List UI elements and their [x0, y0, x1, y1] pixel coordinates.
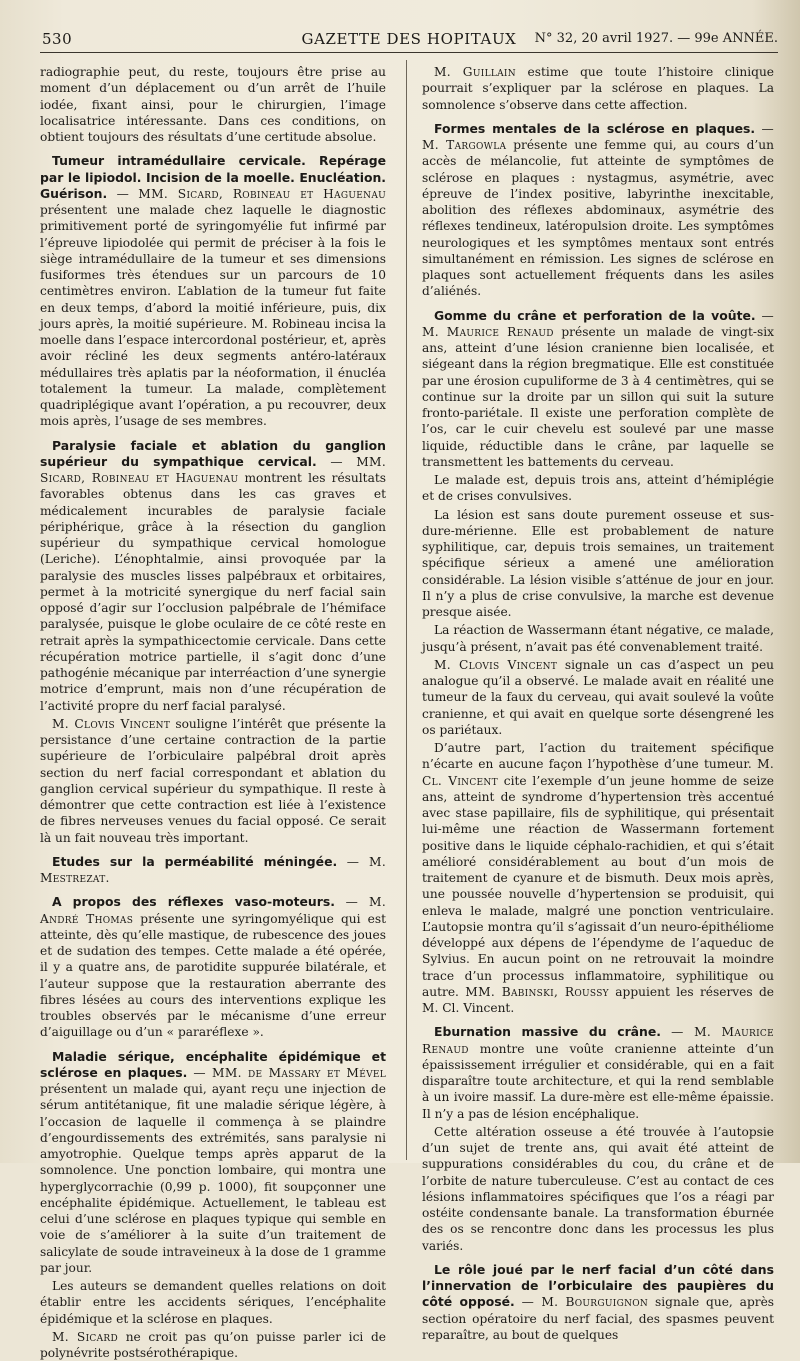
discussion-body: signale un cas d’aspect un peu analogue qu’il a observé. Le malade avait en réalité une tumeur de la faux du cerveau, qui avait soulevé la voûte cranienne, et qui avait en quelque sorte désengrené les os pariétaux.: [422, 658, 774, 737]
article-authors: — M. Maurice Renaud: [422, 309, 774, 339]
article-eburnation: [422, 1024, 774, 1254]
discussion-body: appuient les réserves de M. Cl. Vincent.: [422, 985, 774, 1015]
article-authors: — MM. de Massary et Mével: [193, 1066, 386, 1080]
article-tumeur: Tumeur intramédullaire cervicale. Repérage par le lipiodol. Incision de la moelle. Enucléation. Guérison. — MM. Sicard, Robineau et Haguenau présentent une malade chez laquelle le diagnostic primitivement porté de syringomyélie fut infirmé par l’épreuve lipiodolée qui permit de préciser à la fois le siège intramédullaire de la tumeur et ses dimensions fusiformes très étendues sur un parcours de 10 centimètres environ. L’ablation de la tumeur fut faite en deux temps, d’abord la moitié inférieure, puis, dix jours après, la moitié supérieure. M. Robineau incisa la moelle dans l’espace intercordonal postérieur, et, après avoir récliné les deux segments antéro-latéraux médullaires très aplatis par la néoformation, il énucléa totalement la tumeur. La malade, complètement quadriplégique avant l’opération, a pu recouvrer, deux mois après, l’usage de ses membres.: [40, 153, 386, 429]
article-title: Paralysie faciale et ablation du ganglion supérieur du sympathique cervical.: [40, 438, 386, 469]
article-body: signale que, après section opératoire du nerf facial, des spasmes peuvent reparaître, au bout de quelques: [422, 1295, 774, 1342]
article-body: présente une syringomyélique qui est atteinte, dès qu’elle mastique, de rubescence des joues et de sudation des tempes. Cette malade a été opérée, il y a quatre ans, de parotidite suppurée bilatérale, et l’auteur suppose que la restauration aberrante des fibres lésées au cours des interventions explique les troubles observés par le mécanisme d’une erreur d’aiguillage ou d’un « pararéflexe ».: [40, 912, 386, 1040]
right-column: [422, 64, 774, 1154]
article-authors: — M. André Thomas: [40, 895, 386, 925]
discussant-name: M. Cl. Vincent: [422, 757, 774, 787]
article-title: Eburnation massive du crâne.: [434, 1024, 661, 1039]
article-authors: MM. Sicard, Robineau et Haguenau: [138, 187, 386, 201]
discussant-names: MM. Babinski, Roussy: [465, 985, 609, 999]
article-authors: — M. Bourguignon: [522, 1295, 648, 1309]
article-title: Tumeur intramédullaire cervicale. Repérage par le lipiodol. Incision de la moelle. Enucléation. Guérison.: [40, 153, 386, 201]
article-formes: [422, 121, 774, 300]
article-paragraph: Les auteurs se demandent quelles relations on doit établir entre les accidents sériques, l’encéphalite épidémique et la sclérose en plaques.: [40, 1278, 386, 1327]
article-paragraph: Cette altération osseuse a été trouvée à l’autopsie d’un sujet de trente ans, qui avait été atteint de suppurations considérables du cou, du crâne et de l’orbite de nature tuberculeuse. C’est au contact de ces lésions inflammatoires spécifiques que l’os a réagi par ostéite condensante banale. La transformation éburnée des os se rencontre donc dans les processus les plus variés.: [422, 1124, 774, 1254]
discussion-body: estime que toute l’histoire clinique pourrait s’expliquer par la sclérose en plaques. La somnolence s’observe dans cette affection.: [422, 65, 774, 112]
page-header: [40, 26, 778, 53]
article-authors: MM. Sicard, Robineau et Haguenau: [40, 455, 386, 485]
article-authors: — M. Maurice Renaud: [422, 1025, 774, 1055]
article-body: présentent une malade chez laquelle le diagnostic primitivement porté de syringomyélie fut infirmé par l’épreuve lipiodolée qui permit de préciser à la fois le siège intramédullaire de la tumeur et ses dimensions fusiformes très étendues sur un parcours de 10 centimètres environ. L’ablation de la tumeur fut faite en deux temps, d’abord la moitié inférieure, puis, dix jours après, la moitié supérieure. M. Robineau incisa la moelle dans l’espace intercordonal postérieur, et, après avoir récliné les deux segments antéro-latéraux médullaires très aplatis par la néoformation, il énucléa totalement la tumeur. La malade, complètement quadriplégique avant l’opération, a pu recouvrer, deux mois après, l’usage de ses membres.: [40, 203, 386, 428]
page-number: 530: [42, 30, 72, 48]
discussant-name: M. Sicard: [52, 1330, 118, 1344]
article-etudes: [40, 854, 386, 887]
discussion-body: ne croit pas qu’on puisse parler ici de polynévrite postsérothérapique.: [40, 1330, 386, 1360]
article-body: présente un malade de vingt-six ans, atteint d’une lésion cranienne bien localisée, et siégeant dans la région bregmatique. Elle est constituée par une érosion cupuliforme de 3 à 4 centimètres, qui se continue sur la droite par un sillon qui suit la suture fronto-pariétale. Il existe une perforation complète de l’os, car le cuir chevelu est soulevé par une masse liquide, réductible dans le crâne, par laquelle se transmettent les battements du cerveau.: [422, 325, 774, 469]
article-maladie: [40, 1049, 386, 1361]
article-title: Maladie sérique, encéphalite épidémique et sclérose en plaques.: [40, 1049, 386, 1080]
discussion-body: cite l’exemple d’un jeune homme de seize ans, atteint de syndrome d’hypertension très accentué avec stase papillaire, fils de syphilitique, qui présentait lui-même une réaction de Wassermann fortement positive dans le liquide céphalo-rachidien, et qui s’était amélioré considérablement au bout d’un mois de traitement de cyanure et de bismuth. Deux mois après, une poussée nouvelle d’hypertension se produisit, qui enleva le malade, malgré une ponction ventriculaire. L’autopsie montra qu’il s’agissait d’un neuro-épithéliome développé aux dépens de l’épendyme de l’aqueduc de Sylvius. En aucun point on ne retrouvait la moindre trace d’un processus inflammatoire, syphilitique ou autre.: [422, 774, 774, 999]
discussion-body: D’autre part, l’action du traitement spécifique n’écarte en aucune façon l’hypothèse d’une tumeur.: [422, 741, 774, 771]
article-title: Gomme du crâne et perforation de la voûte.: [434, 308, 756, 323]
article-authors: — M. Targowla: [422, 122, 774, 152]
discussant-name: M. Guillain: [434, 65, 516, 79]
article-reflexes: [40, 894, 386, 1040]
left-column: [40, 64, 386, 1154]
article-paragraph: Le malade est, depuis trois ans, atteint d’hémiplégie et de crises convulsives.: [422, 472, 774, 505]
article-paragraph: La lésion est sans doute purement osseuse et sus-dure-mérienne. Elle est probablement de nature syphilitique, car, depuis trois semaines, un traitement spécifique sérieux a amené une amélioration considérable. La lésion visible s’atténue de jour en jour. Il n’y a plus de crise convulsive, la marche est devenue presque aisée.: [422, 507, 774, 621]
discussant-name: M. Clovis Vincent: [434, 658, 557, 672]
column-divider: [406, 60, 407, 1160]
discussion-body: souligne l’intérêt que présente la persistance d’une certaine contraction de la partie supérieure de l’orbiculaire palpébral droit après section du nerf facial correspondant et ablation du ganglion cervical supérieur du sympathique. Il reste à démontrer que cette contraction est liée à l’existence de fibres nerveuses venues du facial opposé. Ce serait là un fait nouveau très important.: [40, 717, 386, 845]
article-body: présentent un malade qui, ayant reçu une injection de sérum antitétanique, fit une maladie sérique légère, à l’occasion de laquelle il commença à se plaindre d’engourdissements des extrémités, sans paralysie ni amyotrophie. Quelque temps après apparut de la somnolence. Une ponction lombaire, qui montra une hyperglycorrachie (0,99 p. 1000), fit soupçonner une encéphalite épidémique. Actuellement, le tableau est celui d’une sclérose en plaques typique qui semble en voie de s’améliorer à la suite d’un traitement de salicylate de soude intraveineux à la dose de 1 gramme par jour.: [40, 1082, 386, 1275]
article-body: montrent les résultats favorables obtenus dans les cas graves et médicalement incurables de paralysie faciale périphérique, grâce à la résection du ganglion supérieur du sympathique cervical homologue (Leriche). L’énophtalmie, ainsi provoquée par la paralysie des muscles lisses palpébraux et orbitaires, permet à la motricité synergique du nerf facial sain opposé d’agir sur l’occlusion palpébrale de l’hémiface paralysée, puisque le globe oculaire de ce côté reste en retrait après la sympathicectomie cervicale. Dans cette récupération motrice partielle, il s’agit donc d’une pathogénie mécanique par interréaction d’une synergie motrice d’emprunt, mais non d’une récupération de l’activité propre du nerf facial paralysé.: [40, 471, 386, 713]
article-authors: — M. Mestrezat.: [40, 855, 386, 885]
article-role: [422, 1262, 774, 1343]
article-title: Etudes sur la perméabilité méningée.: [52, 854, 337, 869]
journal-title: GAZETTE DES HOPITAUX: [40, 30, 778, 48]
article-title: A propos des réflexes vaso-moteurs.: [52, 894, 335, 909]
article-title: Formes mentales de la sclérose en plaques.: [434, 121, 755, 136]
article-body: présente une femme qui, au cours d’un accès de mélancolie, fut atteinte de symptômes de sclérose en plaques : nystagmus, asymétrie, avec épreuve de l’index positive, labyrinthe inexcitable, abolition des réflexes abdominaux, asymétrie des réflexes tendineux, latéropulsion droite. Les symptômes neurologiques et les symptômes mentaux sont entrés simultanément en rémission. Les signes de sclérose en plaques sont actuellement fréquents dans les asiles d’aliénés.: [422, 138, 774, 298]
issue-line: N° 32, 20 avril 1927. — 99e ANNÉE.: [535, 31, 778, 46]
article-gomme: [422, 308, 774, 1017]
discussant-name: M. Clovis Vincent: [52, 717, 170, 731]
intro-paragraph: radiographie peut, du reste, toujours être prise au moment d’un déplacement ou d’un arrêt de l’huile iodée, fixant ainsi, pour le chirurgien, l’image localisatrice intéressante. Dans ces conditions, on obtient toujours des résultats d’une certitude absolue.: [40, 64, 386, 145]
article-paralysie: Paralysie faciale et ablation du ganglion supérieur du sympathique cervical. — MM. Sicard, Robineau et Haguenau montrent les résultats favorables obtenus dans les cas graves et médicalement incurables de paralysie faciale périphérique, grâce à la résection du ganglion supérieur du sympathique cervical homologue (Leriche). L’énophtalmie, ainsi provoquée par la paralysie des muscles lisses palpébraux et orbitaires, permet à la motricité synergique du nerf facial sain opposé d’agir sur l’occlusion palpébrale de l’hémiface paralysée, puisque le globe oculaire de ce côté reste en retrait après la sympathicectomie cervicale. Dans cette récupération motrice partielle, il s’agit donc d’une pathogénie mécanique par interréaction d’une synergie motrice d’emprunt, mais non d’une récupération de l’activité propre du nerf facial paralysé. M. Clovis Vincent souligne l’intérêt que présente la persistance d’une certaine contraction de la partie supérieure de l’orbiculaire palpébral droit après section du nerf facial correspondant et ablation du ganglion cervical supérieur du sympathique. Il reste à démontrer que cette contraction est liée à l’existence de fibres nerveuses venues du facial opposé. Ce serait là un fait nouveau très important.: [40, 438, 386, 846]
article-paragraph: La réaction de Wassermann étant négative, ce malade, jusqu’à présent, n’avait pas été convenablement traité.: [422, 622, 774, 655]
article-body: montre une voûte cranienne atteinte d’un épaississement irrégulier et considérable, qui en a fait disparaître toute architecture, et qui la rend semblable à un ivoire massif. La dure-mère est elle-même épaissie. Il n’y a pas de lésion encéphalique.: [422, 1042, 774, 1121]
article-title: Le rôle joué par le nerf facial d’un côté dans l’innervation de l’orbiculaire des paupières du côté opposé.: [422, 1262, 774, 1310]
